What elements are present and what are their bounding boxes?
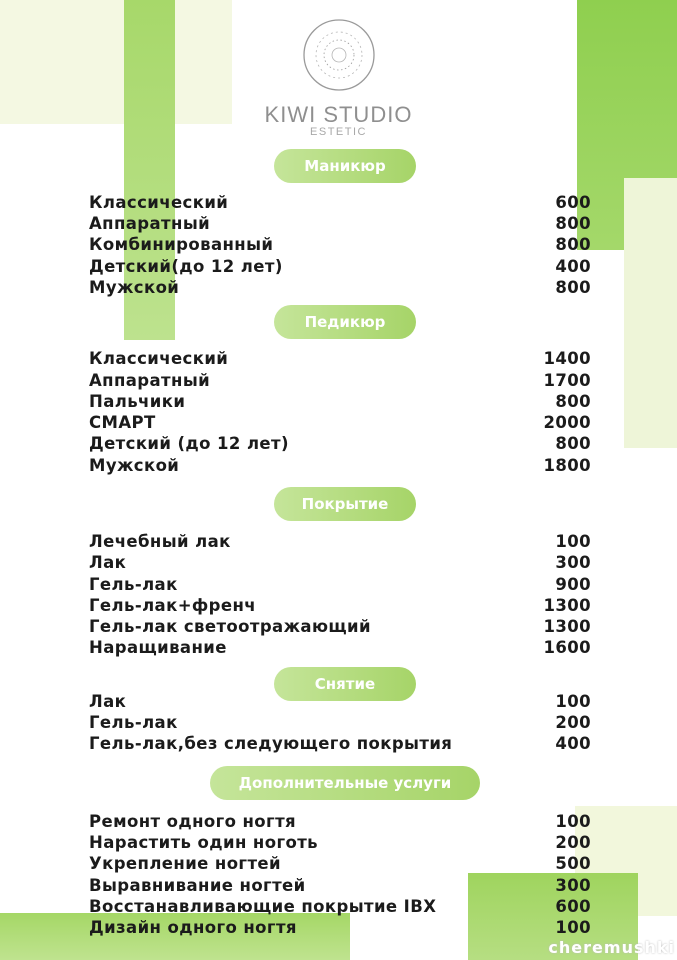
price-row (89, 213, 591, 234)
price-row (89, 875, 591, 896)
service-price: 800 (555, 434, 591, 453)
service-price: 2000 (543, 413, 591, 432)
service-name: Гель-лак (89, 575, 178, 594)
price-row (89, 256, 591, 277)
service-price: 200 (555, 833, 591, 852)
service-name: Восстанавливающие покрытие IBX (89, 897, 437, 916)
service-price: 100 (555, 918, 591, 937)
price-row (89, 455, 591, 476)
price-row (89, 595, 591, 616)
section-title-coating: Покрытие (274, 487, 416, 521)
price-row (89, 574, 591, 595)
service-price: 300 (555, 553, 591, 572)
price-row (89, 616, 591, 637)
price-row (89, 412, 591, 433)
service-price: 100 (555, 812, 591, 831)
service-name: Выравнивание ногтей (89, 876, 306, 895)
service-name: Нарастить один ноготь (89, 833, 318, 852)
service-name: Ремонт одного ногтя (89, 812, 297, 831)
service-name: Лак (89, 692, 127, 711)
service-price: 400 (555, 257, 591, 276)
price-row (89, 691, 591, 712)
price-row (89, 531, 591, 552)
service-name: Гель-лак (89, 713, 178, 732)
price-row (89, 433, 591, 454)
service-name: Мужской (89, 278, 180, 297)
section-title-extra-services: Дополнительные услуги (210, 766, 480, 800)
service-name: Мужской (89, 456, 180, 475)
service-price: 1400 (543, 349, 591, 368)
service-price: 100 (555, 692, 591, 711)
service-name: Аппаратный (89, 214, 211, 233)
service-name: Гель-лак светоотражающий (89, 617, 371, 636)
service-price: 800 (555, 278, 591, 297)
price-row (89, 811, 591, 832)
service-price: 300 (555, 876, 591, 895)
section-title-pedicure: Педикюр (274, 305, 416, 339)
price-row (89, 712, 591, 733)
service-name: Детский(до 12 лет) (89, 257, 283, 276)
service-price: 900 (555, 575, 591, 594)
brand-subtitle: ESTETIC (310, 126, 367, 138)
price-row (89, 552, 591, 573)
price-row (89, 917, 591, 938)
service-price: 100 (555, 532, 591, 551)
price-row (89, 192, 591, 213)
price-row (89, 733, 591, 754)
price-row (89, 370, 591, 391)
service-price: 800 (555, 235, 591, 254)
price-row (89, 391, 591, 412)
service-name: Дизайн одного ногтя (89, 918, 297, 937)
service-name: Пальчики (89, 392, 186, 411)
service-name: Детский (до 12 лет) (89, 434, 289, 453)
price-row (89, 637, 591, 658)
service-price: 1700 (543, 371, 591, 390)
section-title-manicure: Маникюр (274, 149, 416, 183)
service-name: Аппаратный (89, 371, 211, 390)
price-row (89, 832, 591, 853)
service-price: 600 (555, 897, 591, 916)
service-price: 400 (555, 734, 591, 753)
service-name: Гель-лак+френч (89, 596, 257, 615)
price-row (89, 277, 591, 298)
service-name: Классический (89, 193, 229, 212)
service-name: СМАРТ (89, 413, 156, 432)
service-price: 600 (555, 193, 591, 212)
service-price: 800 (555, 392, 591, 411)
service-price: 1300 (543, 596, 591, 615)
service-price: 200 (555, 713, 591, 732)
service-price: 1600 (543, 638, 591, 657)
price-row (89, 896, 591, 917)
section-title-removal: Снятие (274, 667, 416, 701)
brand-name: KIWI STUDIO (264, 102, 413, 127)
decor-block-right-mid (624, 178, 677, 448)
service-name: Комбинированный (89, 235, 274, 254)
service-price: 800 (555, 214, 591, 233)
price-row (89, 234, 591, 255)
service-name: Укрепление ногтей (89, 854, 281, 873)
service-name: Гель-лак,без следующего покрытия (89, 734, 453, 753)
service-name: Лечебный лак (89, 532, 231, 551)
watermark: cheremushki (548, 938, 675, 957)
kiwi-logo-icon (302, 18, 376, 92)
service-name: Наращивание (89, 638, 227, 657)
service-name: Лак (89, 553, 127, 572)
service-price: 1300 (543, 617, 591, 636)
service-price: 1800 (543, 456, 591, 475)
service-price: 500 (555, 854, 591, 873)
service-name: Классический (89, 349, 229, 368)
price-row (89, 853, 591, 874)
price-row (89, 348, 591, 369)
logo (0, 18, 677, 138)
